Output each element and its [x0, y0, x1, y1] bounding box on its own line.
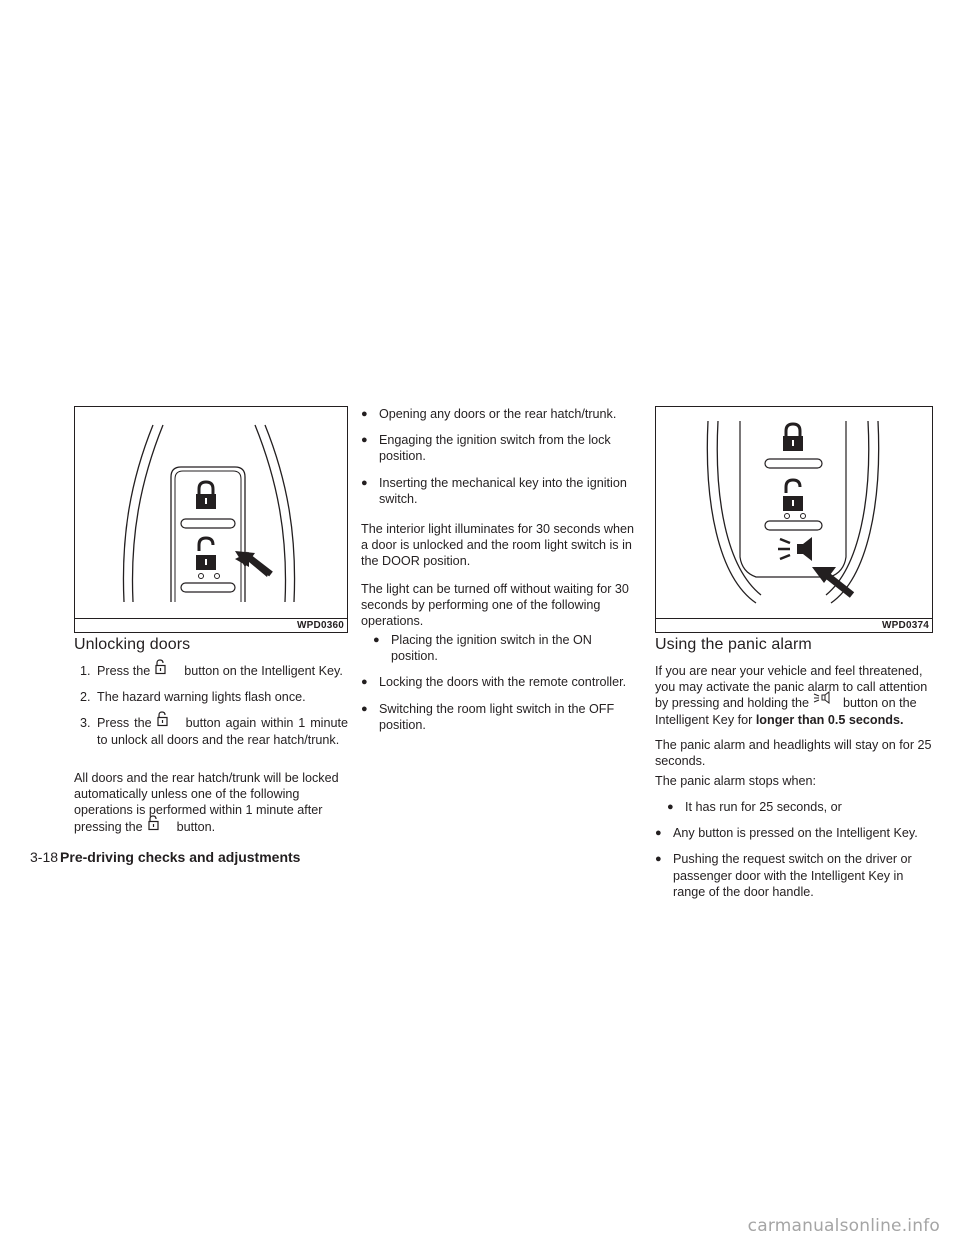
watermark: carmanualsonline.info	[747, 1216, 940, 1236]
lock-icon	[196, 482, 216, 509]
unlock-icon	[150, 663, 184, 677]
interior-light-paragraph: The interior light illuminates for 30 seconds when a door is unlocked and the room light switch is in the DOOR position.	[361, 522, 635, 569]
step-item: 2. The hazard warning lights flash once.	[80, 690, 306, 705]
intelligent-key-illustration	[75, 407, 346, 619]
panic-duration-paragraph: The panic alarm and headlights will stay on for 25 seconds.	[655, 738, 932, 769]
list-item: ● Inserting the mechanical key into the ignition switch.	[361, 475, 627, 506]
page-footer	[30, 849, 300, 865]
panic-alarm-icon	[778, 537, 812, 561]
unlock-steps	[74, 663, 348, 748]
list-item: ● Any button is pressed on the Intelligent Key.	[655, 826, 918, 841]
unlock-icon	[196, 538, 216, 570]
list-item: ● Locking the doors with the remote controller.	[361, 675, 627, 690]
relock-cancel-list	[361, 406, 641, 507]
section-heading-panic-alarm: Using the panic alarm	[655, 636, 812, 653]
panic-stop-list	[655, 799, 933, 900]
section-title: Pre-driving checks and adjustments	[60, 849, 301, 865]
unlock-icon	[783, 480, 803, 511]
list-item: ● Pushing the request switch on the driver or passenger door with the Intelligent Key in range of the door handle.	[655, 852, 912, 899]
list-item: ● Placing the ignition switch in the ON position.	[373, 633, 592, 664]
panic-intro-paragraph: If you are near your vehicle and feel threatened, you may activate the panic alarm to call attention by pressing and holding the button on the Intelligent Key for longer than 0.5 seconds.	[655, 664, 928, 727]
list-item: ● Opening any doors or the rear hatch/trunk.	[361, 407, 617, 421]
step-item: 1. Press the button on the Intelligent Key.	[74, 663, 348, 679]
step-item: 3. Press the button again within 1 minute to unlock all doors and the rear hatch/trunk.	[74, 715, 348, 747]
section-heading-unlocking: Unlocking doors	[74, 636, 191, 653]
list-item: ● Engaging the ignition switch from the lock position.	[361, 433, 611, 464]
figure-unlock-key	[74, 406, 348, 633]
figure-label: WPD0360	[297, 620, 344, 631]
lock-icon	[783, 424, 803, 451]
figure-panic-key	[655, 406, 933, 633]
list-item: ● Switching the room light switch in the OFF position.	[361, 701, 615, 732]
light-off-list	[361, 632, 641, 733]
light-off-paragraph: The light can be turned off without waiting for 30 seconds by performing one of the following operations.	[361, 582, 629, 629]
unlock-icon	[152, 715, 186, 729]
panic-alarm-icon	[809, 695, 843, 709]
panic-stop-paragraph: The panic alarm stops when:	[655, 774, 817, 788]
auto-relock-paragraph: All doors and the rear hatch/trunk will be locked automatically unless one of the following operations is performed within 1 minute after pressing the button.	[74, 771, 339, 834]
page-number: 3-18	[30, 849, 59, 865]
unlock-icon	[143, 819, 177, 833]
list-item: ● It has run for 25 seconds, or	[667, 800, 842, 814]
intelligent-key-panic-illustration	[656, 407, 931, 619]
figure-label: WPD0374	[882, 620, 929, 631]
